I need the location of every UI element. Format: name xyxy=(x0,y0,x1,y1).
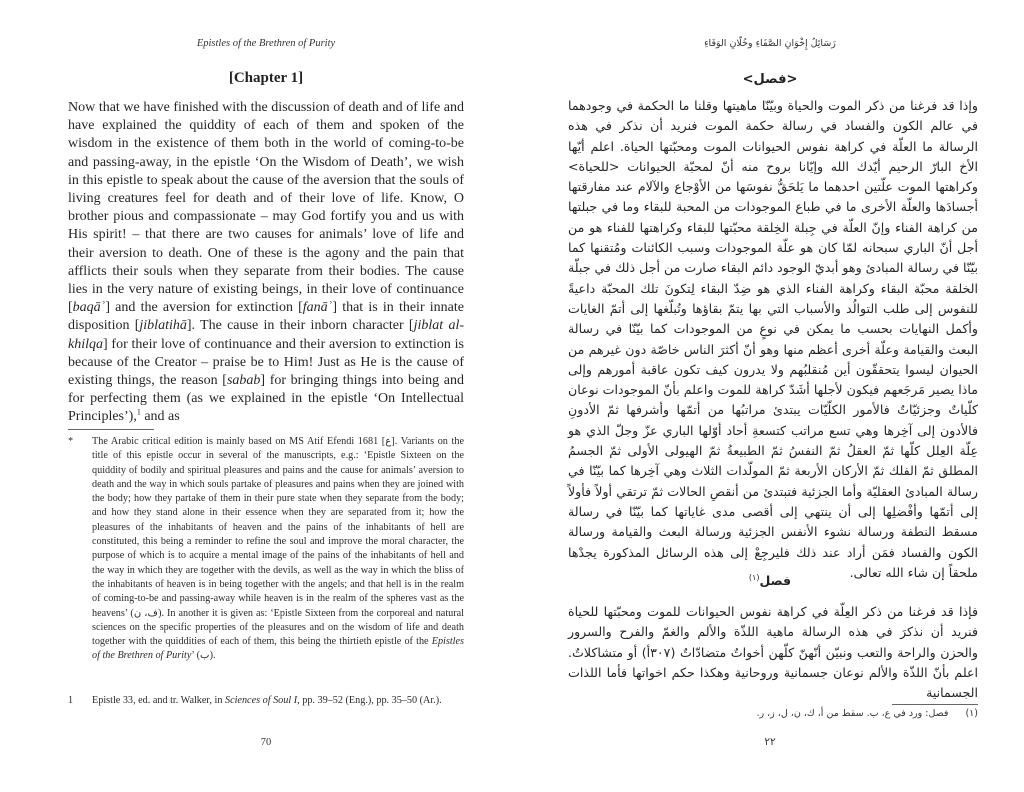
text-run: ’ (ب). xyxy=(191,650,216,662)
text-run: ] that is in their innate disposition [ xyxy=(68,300,464,334)
footnote-rule xyxy=(892,704,978,705)
text-run: Now that we have finished with the discussion of death and of life and have explained the quiddity of each of them and spoken of the wisdom in the existence of them both in the world of coming-to-be and passing-away, in the epistle ‘On the Wisdom of Death’, we wish in this epistle to speak about the cause of the aversion that the souls of living creatures feel for death and of their love of life. Know, O brother pious and compassionate – may God fortify you and us with His spirit! – that there are two causes for animals’ love of life and their aversion to death. One of these is the agony and the pain that afflicts their souls when they separate from their bodies. The cause lies in the very nature of existing beings, in their love of continuance [ xyxy=(68,100,464,316)
footnote-star xyxy=(68,435,464,664)
footnote-mark: 1 xyxy=(68,695,74,706)
chapter-title: [Chapter 1] xyxy=(228,70,304,86)
italic-term: fanāʾ xyxy=(302,300,333,316)
footnote-ref: 1 xyxy=(136,407,141,417)
footnote-1 xyxy=(68,694,464,708)
body-text: وإذا قد فرغنا من ذكر الموت والحياة وبيّنّا ماهيتها وقلنا ما الحكمة في وجودهما في عالم الكون والفساد في رسالة حكمة الموت فنريد أن نذكر في هذه الرسالة ما العلّة في كراهة نفوس الحيوانات الموت ومحبّتها الحياة. اعلم أيّها الأخ البارّ الرحيم أيّدك الله وإيّانا بروح منه أنّ لمحبّة الحيوانات <للحياة> وكراهتها الموت علّتين احدهما ما يَلحَقُّ نفوسَها من الأوْجاع والآلام عند مفارقتها أجسادَها والعلّة الأخرى ما في طباع الموجودات من المحبة للبقاء وما في جبلتها من كراهة الفناء وإنّ العلّة في جِبلة الخِلقة محبّتها للبقاء وكراهتها للفناء هو من أجل أنّ الباري سبحانه لمّا كان هو علّة الموجودات وسبب الكائنات ومُتقنها كما بيّنّا في رسالة المبادئ وهو أبديّ الوجود دائم البقاء صارت من أجل ذلك في جبلّة الخلقة محبّة البقاء وكراهة الفناء الذي هو ضِدّ البقاء لِتكونَ تلك المحبّة داعيةً للنفوس إلى طلب التوالُد والأسباب التي بها يتمّ بقاؤها وتُبلّغها إلى أتمّ الغايات وأكمل النهايات بحسب ما يمكن في نوعٍ من الموجودات كما بيّنّا في رسالة البعث والقيامة وعلّة أخرى أعظم منها وهو أنّ أكثرَ الناس خاصّة دون غيرهم من الحيوان ليسوا يتحققّون أين مُنقلبُهم ولا يدرون كيف تكون عاقبة أمورهم وإلى ماذا يصير مَرجَعهم فيكون لأجلها أشَدّ كراهة للموت واعلم بأنّ الموجودات نوعان كلّياتٌ وجزئيّاتٌ فالأمور الكلّيّات يبتدئ مراتبُها من أتمّها وأشرفها ثمّ الأدونِ فالأدون إلى آخِرها وهي تسع مراتب كتسعةِ أحاد أوّلها الباري عزّ وجلّ الذي هو عِلّة العِلل كلّها ثمّ العقلُ ثمّ النفسُ ثمّ الطبيعةُ ثمّ الهيولى الأولى ثمّ الجسمُ المطلق ثمّ الفلك ثمّ الأركان الأربعة ثمّ المولّدات الثلاث وهي آخِرها كما بيّنّا في رسالة المبادئ العقليّة وأما الجزئية فتبتدئ من أنقصِ الحالات ثمّ ترتقي أولاً فأولاً إلى أتمّها وأفْضلِها إلى أن ينتهي إلى أقصى مدى غاياتها كما بيّنّا في رسالة مسقط النطفة ورسالة نشوء الأنفس الجزئية ورسالة البعث والقيامة ورسالة الكون والفساد فمَن أراد عند ذلك فليرجِعْ إلى هذه الرسائل المذكورة يجدْها ملحقاً إن شاء الله تعالى. xyxy=(568,98,978,580)
footnote-text xyxy=(92,694,464,708)
text-run: ] and the aversion for extinction [ xyxy=(105,300,303,316)
body-text xyxy=(68,99,464,427)
italic-term: Sciences of Soul I xyxy=(224,695,298,706)
page-number: ٢٢ xyxy=(764,736,776,748)
chapter-title: <فصل> xyxy=(742,72,798,87)
text-run: The Arabic critical edition is mainly based on MS Atif Efendi 1681 [ع]. Variants on the title of this epistle occur in several of the manuscripts, e.g.: ‘Epistle Sixteen on the quiddity of bodily and spiritual pleasures and pains and the cause for animals’ aversion to death and the way in which souls partake of pleasures and pains when they are joined with the body; how they partake of them in their pure state when they separate from the body; and how they stand alone in their essence when they are separated from it; how the pleasures of the inhabitants of heaven and the pains of the inhabitants of hell are constituted, this being a reminder to refine the soul and improve the moral character, the purpose of which is to acquire a mental image of the pains of the inhabitants of hell and the way in which they are together with the devils, as well as the way in which the bliss of the inhabitants of heaven is in being together with the angels; and that hell is in the realm of coming-to-be and passing-away while heaven is in the realm of the spheres vast as the heavens’ (ف، ن). In another it is given as: ‘Epistle Sixteen from the corporeal and natural sciences on the specific properties of the pleasures and on the wisdom of life and death together with the quiddities of each of them, this being the thirtieth epistle of the xyxy=(92,436,464,648)
footnote-text: فصل: ورد في ع، ب. سقط من أ، ك، ن، ل، ز، ر. xyxy=(756,708,949,719)
text-run: ]. The cause in their inborn character [ xyxy=(186,318,414,334)
italic-term: jiblat al-khilqa xyxy=(68,318,464,352)
section-title xyxy=(560,573,980,588)
italic-term: sabab xyxy=(226,373,261,389)
italic-term: Epistles of the Brethren of Purity xyxy=(92,636,464,662)
text-run: Epistle 33, ed. and tr. Walker, in xyxy=(92,695,225,706)
footnote-mark: * xyxy=(68,436,74,447)
text-run: ] for bringing things into being and for perfecting them (as we explained in the epistle ‘On Intellectual Principles’), xyxy=(68,373,464,425)
footnote-rule xyxy=(68,429,154,430)
running-head: Epistles of the Brethren of Purity xyxy=(196,38,336,49)
footnote-ref: (١) xyxy=(748,573,760,582)
italic-term: baqāʾ xyxy=(72,300,106,316)
page-number: 70 xyxy=(260,737,272,748)
running-head: رَسَائِلُ إِخْوَانِ الصَّفَاءِ وخُلّانِ الوَفَاءِ xyxy=(704,38,836,49)
right-page-arabic xyxy=(512,0,1024,792)
footnote-mark: (١) xyxy=(965,708,978,719)
text-run: , pp. 39–52 (Eng.), pp. 35–50 (Ar.). xyxy=(297,695,442,706)
italic-term: jiblatihā xyxy=(139,318,187,334)
body-text-section: فإذا قد فرغنا من ذكر العِلّة في كراهة نفوس الحيوانات للموت ومحبّتها للحياة فنريد أن نذكرَ في هذه الرسالة ماهية اللذّة والألم والغمّ والفرح والسرور والحزن والراحة والتعب ونبيّن أنّهنّ كلّهن أخواتٌ متضادّاتٌ (٣٠٧أ) أو متشاكلاتٌ. اعلم بأنّ اللذّة والألم نوعان جسمانية وروحانية وهكذا حكم اخواتها فأما اللذات الجسمانية xyxy=(568,604,978,701)
text-run: ] for their love of continuance and their aversion to extinction is because of the Creator – praise be to Him! Just as He is the cause of existing things, the reason [ xyxy=(68,336,464,389)
footnote-1 xyxy=(568,708,978,719)
footnote-text xyxy=(92,435,464,664)
text-run: and as xyxy=(140,409,180,425)
section-title-text: فصل xyxy=(759,573,792,589)
